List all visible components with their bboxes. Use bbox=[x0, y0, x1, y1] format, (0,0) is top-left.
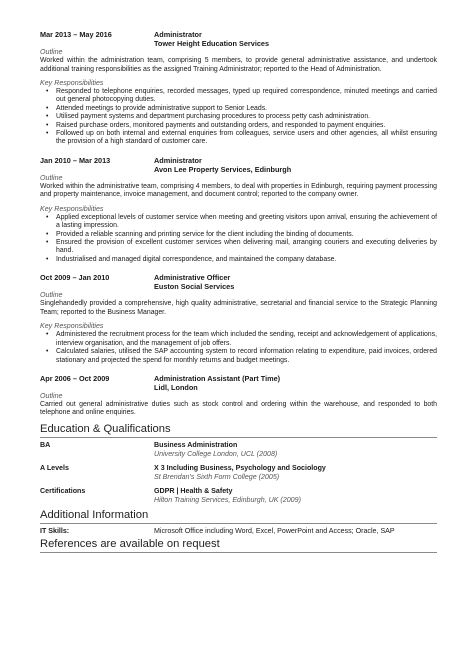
list-item: • Administered the recruitment process for the team which included the sending, receipt and acknowledgement of applications, interview organisation, and the management of job offers. bbox=[56, 331, 437, 348]
role-outline: Carried out general administrative duties such as stock control and ordering within the warehouse, and responded to both telephone and online enquiries. bbox=[40, 400, 437, 417]
role-outline: Worked within the administration team, comprising 5 members, to provide general administrative assistance, and undertook additional training responsibilities as the assigned Training Administrator; reported to the Head of Administration. bbox=[40, 57, 437, 73]
responsibilities-label: Key Responsibilities bbox=[40, 322, 104, 331]
education-institution: St Brendan's Sixth Form College (2005) bbox=[154, 472, 280, 481]
it-skills-row bbox=[40, 527, 437, 536]
role-header bbox=[40, 273, 437, 291]
role-outline: Singlehandedly provided a comprehensive, high quality administrative, secretarial and financial service to the Strategic Planning Team; reported to the Business Manager. bbox=[40, 300, 437, 316]
education-item bbox=[40, 464, 437, 482]
list-item: • Calculated salaries, utilised the SAP accounting system to record information relating to expenditure, paid invoices, ordered stationary and projected the spend for monthly returns and budget meetings. bbox=[56, 348, 437, 365]
education-heading: Education & Qualifications bbox=[40, 423, 437, 438]
role-dates: Oct 2009 – Jan 2010 bbox=[40, 273, 110, 283]
role-company: Tower Height Education Services bbox=[154, 39, 270, 48]
education-list bbox=[40, 441, 437, 505]
outline-label: Outline bbox=[40, 173, 63, 182]
education-institution: Hilton Training Services, Edinburgh, UK (2009) bbox=[154, 495, 301, 504]
role-outline: Worked within the administrative team, comprising 4 members, to deal with properties in Edinburgh, requiring payment processing and property maintenance, invoice management, and document control; reported to the company owner. bbox=[40, 182, 437, 199]
education-key: BA bbox=[40, 440, 51, 449]
responsibilities-list bbox=[40, 214, 437, 264]
role-title: Administrator bbox=[154, 30, 202, 39]
education-item bbox=[40, 487, 437, 505]
role-entry bbox=[40, 30, 437, 147]
outline-label: Outline bbox=[40, 391, 63, 400]
list-item: • Responded to telephone enquiries, recorded messages, typed up required correspondence, minuted meetings and carried out general photocopying duties. bbox=[56, 88, 437, 105]
responsibilities-label: Key Responsibilities bbox=[40, 204, 104, 213]
role-dates: Mar 2013 – May 2016 bbox=[40, 30, 112, 39]
role-company: Euston Social Services bbox=[154, 282, 235, 292]
role-company: Lidl, London bbox=[154, 382, 198, 392]
role-entry bbox=[40, 156, 437, 264]
additional-heading: Additional Information bbox=[40, 509, 437, 524]
responsibilities-list bbox=[40, 331, 437, 365]
role-title: Administrative Officer bbox=[154, 273, 231, 283]
role-dates: Apr 2006 – Oct 2009 bbox=[40, 373, 110, 383]
list-item: • Utilised payment systems and department purchasing procedures to process petty cash administration. bbox=[56, 113, 437, 121]
list-item: • Attended meetings to provide administrative support to Senior Leads. bbox=[56, 105, 437, 113]
role-dates: Jan 2010 – Mar 2013 bbox=[40, 155, 111, 165]
role-title: Administrator bbox=[154, 155, 202, 165]
list-item: • Followed up on both internal and external enquiries from colleagues, service users and other agencies, all whilst ensuring the provision of a high standard of customer care. bbox=[56, 130, 437, 147]
list-item: • Provided a reliable scanning and printing service for the client including the binding of documents. bbox=[56, 231, 437, 239]
role-entry bbox=[40, 374, 437, 418]
outline-label: Outline bbox=[40, 291, 63, 300]
education-name: GDPR | Health & Safety bbox=[154, 486, 233, 495]
education-institution: University College London, UCL (2008) bbox=[154, 449, 278, 458]
it-skills-key: IT Skills: bbox=[40, 526, 70, 535]
list-item: • Raised purchase orders, monitored payments and outstanding orders, and responded to payment enquiries. bbox=[56, 122, 437, 130]
cv-page bbox=[40, 0, 437, 553]
role-header bbox=[40, 156, 437, 174]
education-name: Business Administration bbox=[154, 440, 238, 449]
it-skills-value: Microsoft Office including Word, Excel, PowerPoint and Access; Oracle, SAP bbox=[154, 526, 395, 535]
outline-label: Outline bbox=[40, 48, 63, 56]
education-name: X 3 Including Business, Psychology and Sociology bbox=[154, 463, 326, 472]
education-item bbox=[40, 441, 437, 459]
education-key: A Levels bbox=[40, 463, 69, 472]
list-item: • Industrialised and managed digital correspondence, and maintained the company database. bbox=[56, 256, 437, 264]
responsibilities-label: Key Responsibilities bbox=[40, 79, 104, 87]
list-item: • Ensured the provision of excellent customer services when delivering mail, arranging couriers and executing deliveries by hand. bbox=[56, 239, 437, 256]
role-title: Administration Assistant (Part Time) bbox=[154, 373, 281, 383]
role-company: Avon Lee Property Services, Edinburgh bbox=[154, 164, 292, 174]
role-entry bbox=[40, 273, 437, 365]
role-header bbox=[40, 374, 437, 392]
references-note: References are available on request bbox=[40, 538, 437, 553]
education-key: Certifications bbox=[40, 486, 86, 495]
list-item: • Applied exceptional levels of customer service when meeting and greeting visitors upon arrival, ensuring the achievement of a lasting impression. bbox=[56, 214, 437, 231]
role-header bbox=[40, 30, 437, 48]
responsibilities-list bbox=[40, 88, 437, 147]
